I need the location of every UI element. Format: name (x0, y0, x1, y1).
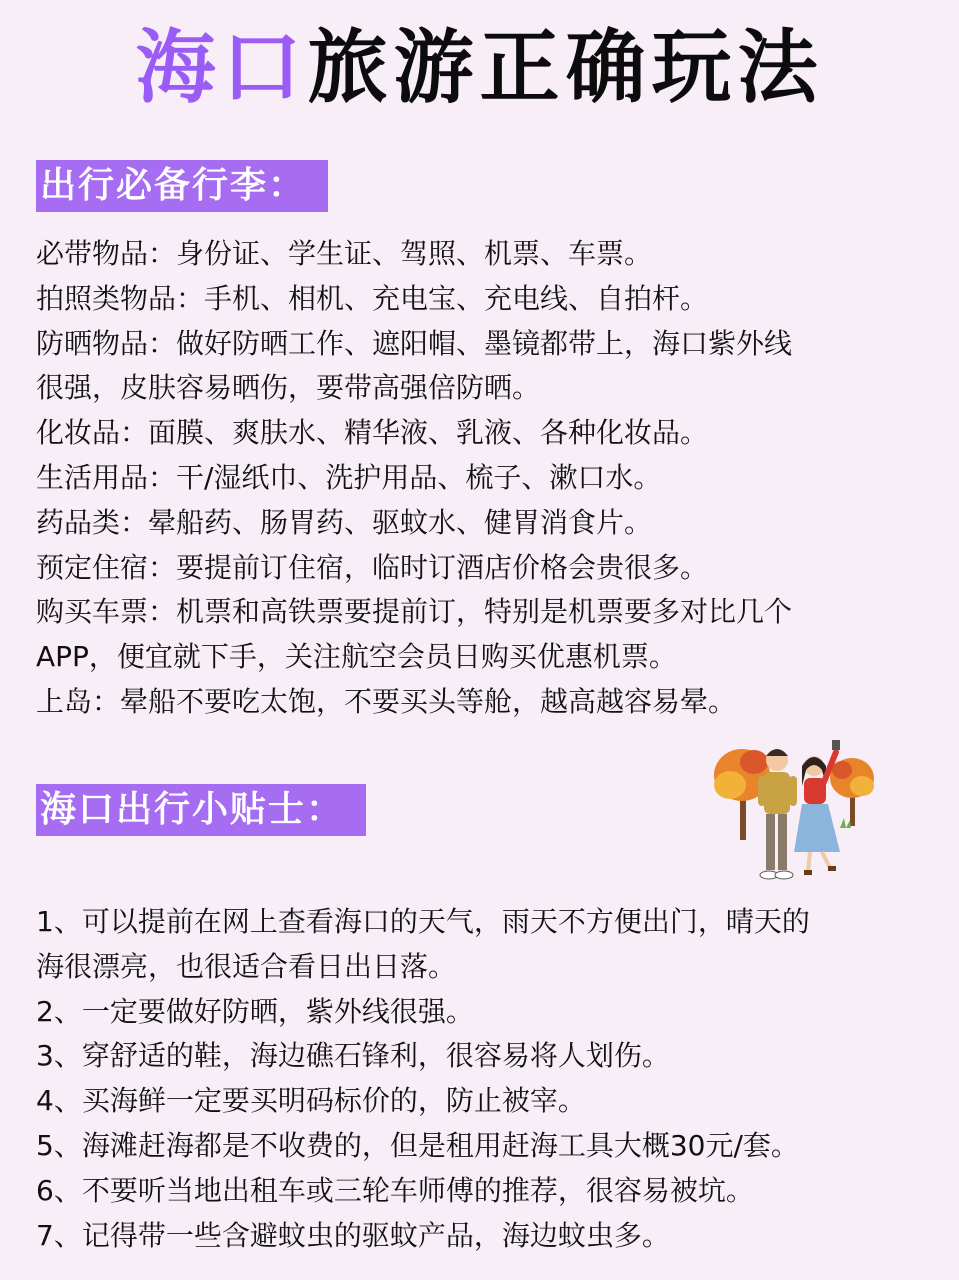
list-item: 6、不要听当地出租车或三轮车师傅的推荐，很容易被坑。 (36, 1173, 754, 1207)
list-item: 预定住宿：要提前订住宿，临时订酒店价格会贵很多。 (36, 550, 709, 584)
tips-list (36, 900, 936, 1258)
list-item: 必带物品：身份证、学生证、驾照、机票、车票。 (36, 237, 653, 270)
list-item: 7、记得带一些含避蚊虫的驱蚊产品，海边蚊虫多。 (36, 1218, 670, 1252)
list-item: 5、海滩赶海都是不收费的，但是租用赶海工具大概30元/套。 (36, 1128, 799, 1162)
list-item: 药品类：晕船药、肠胃药、驱蚊水、健胃消食片。 (36, 505, 653, 539)
section-heading-luggage: 出行必备行李： (36, 160, 328, 212)
title-rest: 旅游正确玩法 (307, 21, 824, 114)
list-item: 4、买海鲜一定要买明码标价的，防止被宰。 (36, 1084, 586, 1118)
list-item: 生活用品：干/湿纸巾、洗护用品、梳子、漱口水。 (36, 460, 662, 494)
list-item: 1、可以提前在网上查看海口的天气，雨天不方便出门，晴天的 (36, 905, 810, 938)
list-item: 3、穿舒适的鞋，海边礁石锋利，很容易将人划伤。 (36, 1039, 670, 1073)
list-item: 拍照类物品：手机、相机、充电宝、充电线、自拍杆。 (36, 281, 709, 315)
list-item: 防晒物品：做好防晒工作、遮阳帽、墨镜都带上，海口紫外线 (36, 326, 793, 360)
page-title (0, 18, 959, 118)
title-accent: 海口 (135, 21, 308, 114)
list-item: APP，便宜就下手，关注航空会员日购买优惠机票。 (36, 640, 677, 674)
list-item: 海很漂亮，也很适合看日出日落。 (36, 949, 457, 983)
travel-couple-icon (712, 730, 892, 890)
luggage-list (36, 232, 936, 725)
section-heading-tips: 海口出行小贴士： (36, 784, 366, 836)
list-item: 2、一定要做好防晒，紫外线很强。 (36, 994, 474, 1028)
list-item: 上岛：晕船不要吃太饱，不要买头等舱，越高越容易晕。 (36, 684, 737, 718)
list-item: 化妆品：面膜、爽肤水、精华液、乳液、各种化妆品。 (36, 416, 709, 450)
list-item: 购买车票：机票和高铁票要提前订，特别是机票要多对比几个 (36, 595, 793, 629)
list-item: 很强，皮肤容易晒伤，要带高强倍防晒。 (36, 371, 541, 405)
